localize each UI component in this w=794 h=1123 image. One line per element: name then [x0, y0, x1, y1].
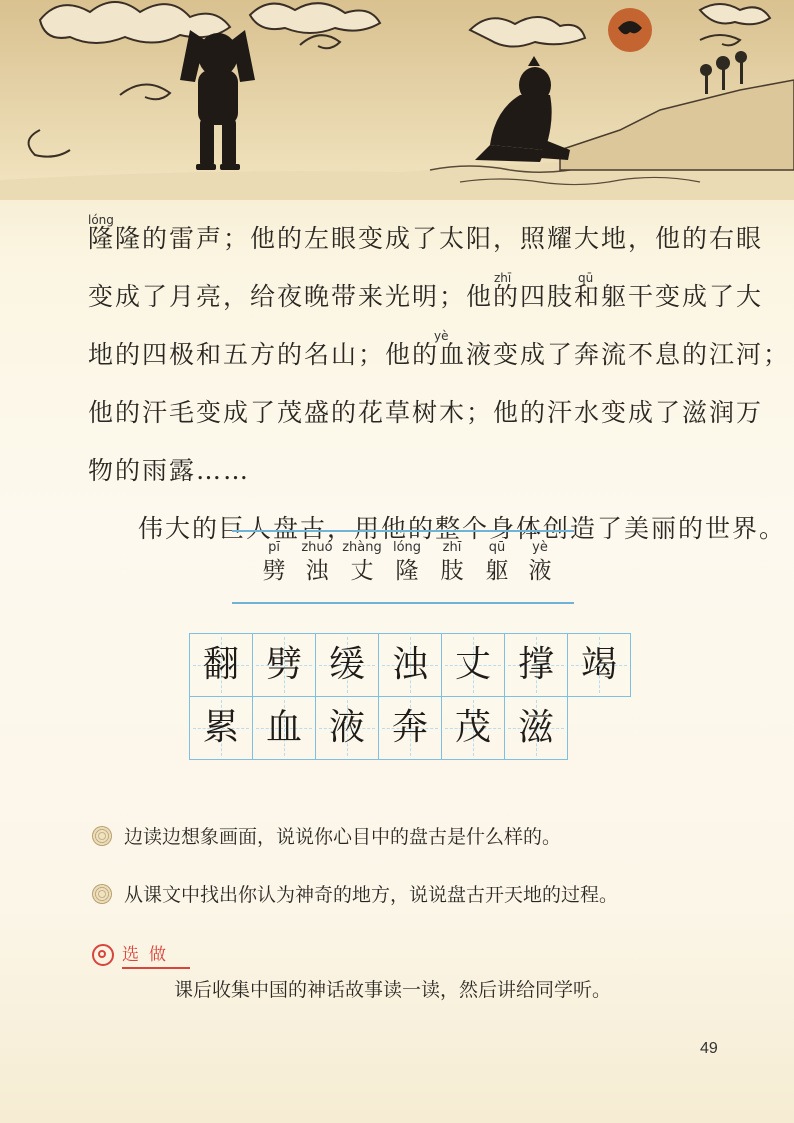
word-item	[432, 532, 472, 586]
word-char: 躯	[485, 558, 509, 584]
passage-line-2	[88, 268, 764, 326]
passage-text: 隆隆的雷声；他的左眼变成了太阳，照耀大地，他的右眼	[88, 224, 764, 253]
character-writing-grid	[189, 633, 630, 759]
word-item	[520, 532, 560, 586]
pinyin-annotation: yè	[434, 329, 449, 343]
passage-line-3	[88, 326, 791, 384]
word-item	[477, 532, 517, 586]
optional-label: 选做	[122, 940, 190, 969]
pangu-illustration	[0, 0, 794, 200]
reading-circle-icon	[92, 884, 112, 904]
grid-cell: 液	[315, 696, 379, 760]
word-char: 丈	[350, 558, 374, 584]
word-pinyin: zhàng	[342, 540, 382, 555]
grid-cell: 血	[252, 696, 316, 760]
word-char: 浊	[305, 558, 329, 584]
grid-cell: 滋	[504, 696, 568, 760]
exercise-text: 边读边想象画面，说说你心目中的盘古是什么样的。	[124, 826, 562, 848]
reading-circle-icon	[92, 826, 112, 846]
word-item	[342, 532, 382, 586]
word-item	[297, 532, 337, 586]
grid-row-2	[189, 696, 630, 759]
word-pinyin: pī	[268, 540, 280, 555]
passage-text: 物的雨露……	[88, 456, 251, 485]
passage-line-1	[88, 210, 764, 268]
pinyin-annotation: lóng	[88, 213, 114, 227]
optional-section-header	[92, 940, 190, 969]
passage-text: 地的四极和五方的名山；他的血液变成了奔流不息的江河；	[88, 340, 791, 369]
exercise-item	[92, 822, 561, 849]
grid-cell: 劈	[252, 633, 316, 697]
word-pinyin: lóng	[392, 540, 422, 555]
grid-cell: 奔	[378, 696, 442, 760]
grid-cell: 翻	[189, 633, 253, 697]
word-item	[387, 532, 427, 586]
word-char: 劈	[262, 558, 286, 584]
word-pinyin: zhī	[442, 540, 462, 555]
new-words-list	[232, 530, 574, 604]
grid-cell: 竭	[567, 633, 631, 697]
grid-cell: 浊	[378, 633, 442, 697]
optional-icon	[92, 944, 114, 966]
passage-line-4	[88, 384, 764, 442]
story-passage	[88, 210, 791, 558]
grid-cell: 撑	[504, 633, 568, 697]
exercise-text: 从课文中找出你认为神奇的地方，说说盘古开天地的过程。	[124, 884, 619, 906]
word-pinyin: yè	[532, 540, 548, 555]
word-pinyin: zhuó	[301, 540, 333, 555]
passage-text: 伟大的巨人盘古，用他的整个身体创造了美丽的世界。	[138, 514, 787, 543]
word-char: 肢	[440, 558, 464, 584]
grid-row-1	[189, 633, 630, 696]
optional-text: 课后收集中国的神话故事读一读，然后讲给同学听。	[174, 979, 612, 1001]
passage-text: 变成了月亮，给夜晚带来光明；他的四肢和躯干变成了大	[88, 282, 764, 311]
pinyin-annotation: zhī	[494, 271, 512, 285]
page-number: 49	[700, 1040, 718, 1057]
grid-cell: 缓	[315, 633, 379, 697]
word-pinyin: qū	[488, 540, 506, 555]
word-item	[254, 532, 294, 586]
passage-line-5	[88, 442, 728, 500]
word-char: 液	[528, 558, 552, 584]
grid-cell: 丈	[441, 633, 505, 697]
grid-cell: 累	[189, 696, 253, 760]
exercise-item	[92, 880, 618, 907]
grid-cell: 茂	[441, 696, 505, 760]
pinyin-annotation: qū	[578, 271, 594, 285]
word-char: 隆	[395, 558, 419, 584]
passage-text: 他的汗毛变成了茂盛的花草树木；他的汗水变成了滋润万	[88, 398, 764, 427]
